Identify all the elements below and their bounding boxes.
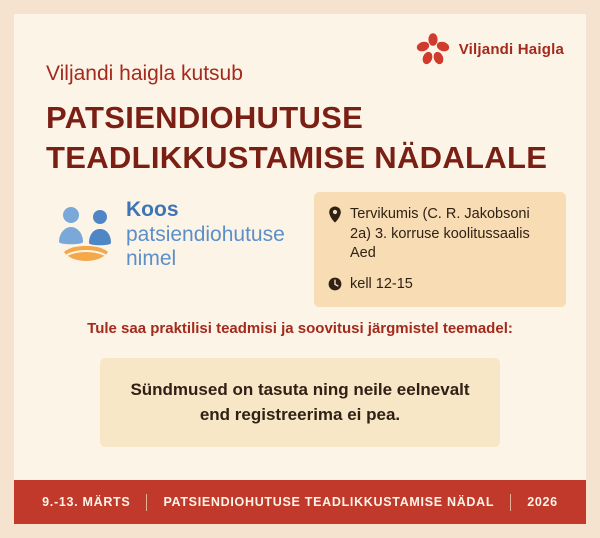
- poster-inner: [14, 14, 586, 524]
- campaign-logo-line-1: Koos: [126, 198, 179, 221]
- footer-title: PATSIENDIOHUTUSE TEADLIKKUSTAMISE NÄDAL: [163, 495, 495, 509]
- brand-name: Viljandi Haigla: [458, 40, 564, 58]
- two-people-caring-hands-icon: [56, 202, 118, 268]
- info-time-text: kell 12-15: [350, 275, 413, 292]
- campaign-logo: [50, 196, 290, 288]
- campaign-logo-line-3: nimel: [126, 247, 177, 271]
- event-info-card: [314, 192, 566, 307]
- info-row-time: [328, 275, 552, 295]
- headline-line-1: PATSIENDIOHUTUSE: [46, 100, 364, 135]
- location-pin-icon: [328, 206, 342, 223]
- kicker-text: Viljandi haigla kutsub: [46, 62, 243, 85]
- notice-line-1: Sündmused on tasuta ning neile eelnevalt: [130, 380, 470, 399]
- clock-icon: [328, 276, 342, 293]
- footer-divider-left: [146, 494, 147, 511]
- info-location-text: Tervikumis (C. R. Jakobsoni 2a) 3. korruse koolitussaalis Aed: [350, 206, 530, 262]
- footer-divider-right: [510, 494, 511, 511]
- flower-petal-logo-icon: [416, 32, 450, 66]
- footer-year: 2026: [527, 495, 558, 509]
- footer-dates: 9.-13. MÄRTS: [42, 495, 131, 509]
- headline-line-2: TEADLIKKUSTAMISE NÄDALALE: [46, 139, 548, 175]
- notice-box: [100, 358, 500, 447]
- page-title: [46, 98, 566, 177]
- section-subheading: Tule saa praktilisi teadmisi ja soovitusi järgmistel teemadel:: [87, 320, 513, 337]
- brand-lockup: [416, 32, 564, 66]
- info-row-location: [328, 205, 552, 264]
- notice-line-2: end registreerima ei pea.: [199, 404, 401, 424]
- campaign-logo-text: [126, 198, 285, 272]
- footer-bar: [14, 480, 586, 524]
- campaign-logo-line-2: patsiendiohutuse: [126, 222, 285, 246]
